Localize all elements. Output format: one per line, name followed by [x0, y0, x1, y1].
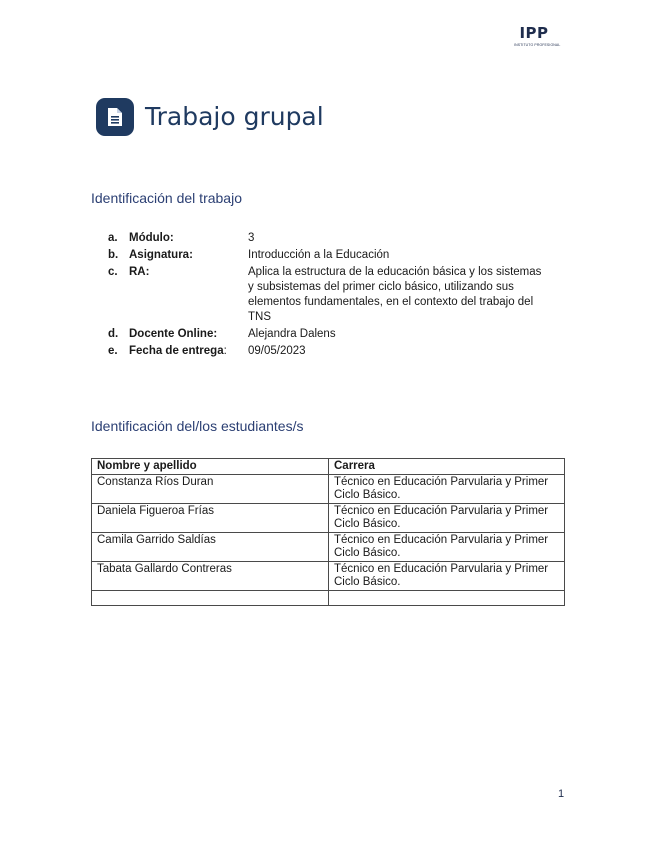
info-label: [129, 231, 248, 246]
info-label-text: Docente Online:: [129, 328, 218, 340]
info-letter: d.: [108, 328, 119, 340]
info-value: Introducción a la Educación: [248, 249, 390, 261]
section-heading-work: Identificación del trabajo: [91, 190, 242, 206]
table-row: [92, 504, 565, 533]
info-item-due-date: [108, 344, 568, 359]
info-letter: c.: [108, 266, 118, 278]
student-career-cell: Técnico en Educación Parvularia y Primer Ciclo Básico.: [329, 562, 565, 591]
logo-subtext: INSTITUTO PROFESIONAL: [514, 43, 561, 47]
page-title: Trabajo grupal: [145, 102, 324, 131]
ipp-logo: [514, 24, 561, 50]
info-label: [129, 327, 248, 342]
student-name-cell: Tabata Gallardo Contreras: [92, 562, 329, 591]
work-info-list: [108, 231, 568, 361]
info-item-teacher: [108, 327, 568, 342]
info-label-text: Asignatura:: [129, 249, 193, 261]
info-item-module: [108, 231, 568, 246]
student-career-cell: Técnico en Educación Parvularia y Primer Ciclo Básico.: [329, 504, 565, 533]
info-item-ra: [108, 265, 568, 325]
column-header-career: Carrera: [329, 459, 565, 475]
student-career-cell: Técnico en Educación Parvularia y Primer Ciclo Básico.: [329, 533, 565, 562]
info-value: Alejandra Dalens: [248, 328, 336, 340]
table-header-row: [92, 459, 565, 475]
table-row: [92, 533, 565, 562]
logo-text: IPP: [519, 24, 549, 42]
page-number: 1: [558, 788, 565, 800]
student-career-cell: Técnico en Educación Parvularia y Primer Ciclo Básico.: [329, 475, 565, 504]
table-row: [92, 562, 565, 591]
info-label: [129, 265, 248, 325]
table-row: [92, 475, 565, 504]
info-label-text: RA:: [129, 266, 150, 278]
student-career-cell: [329, 591, 565, 606]
info-label: [129, 344, 248, 359]
students-table: [91, 458, 565, 606]
section-heading-students: Identificación del/los estudiantes/s: [91, 418, 304, 434]
info-letter: a.: [108, 232, 118, 244]
student-name-cell: [92, 591, 329, 606]
info-letter: e.: [108, 345, 118, 357]
document-icon: [96, 98, 134, 136]
column-header-name: Nombre y apellido: [92, 459, 329, 475]
info-label-suffix: :: [223, 345, 227, 357]
info-label: [129, 248, 248, 263]
table-row-empty: [92, 591, 565, 606]
info-label-text: Fecha de entrega: [129, 345, 224, 357]
info-value: Aplica la estructura de la educación básica y los sistemas y subsistemas del primer ciclo básico, utilizando sus elementos fundamentales, en el contexto del trabajo del TNS: [248, 266, 542, 323]
info-value: 09/05/2023: [248, 345, 306, 357]
student-name-cell: Camila Garrido Saldías: [92, 533, 329, 562]
info-item-subject: [108, 248, 568, 263]
info-value: 3: [248, 232, 255, 244]
info-letter: b.: [108, 249, 119, 261]
student-name-cell: Constanza Ríos Duran: [92, 475, 329, 504]
student-name-cell: Daniela Figueroa Frías: [92, 504, 329, 533]
info-label-text: Módulo:: [129, 232, 174, 244]
